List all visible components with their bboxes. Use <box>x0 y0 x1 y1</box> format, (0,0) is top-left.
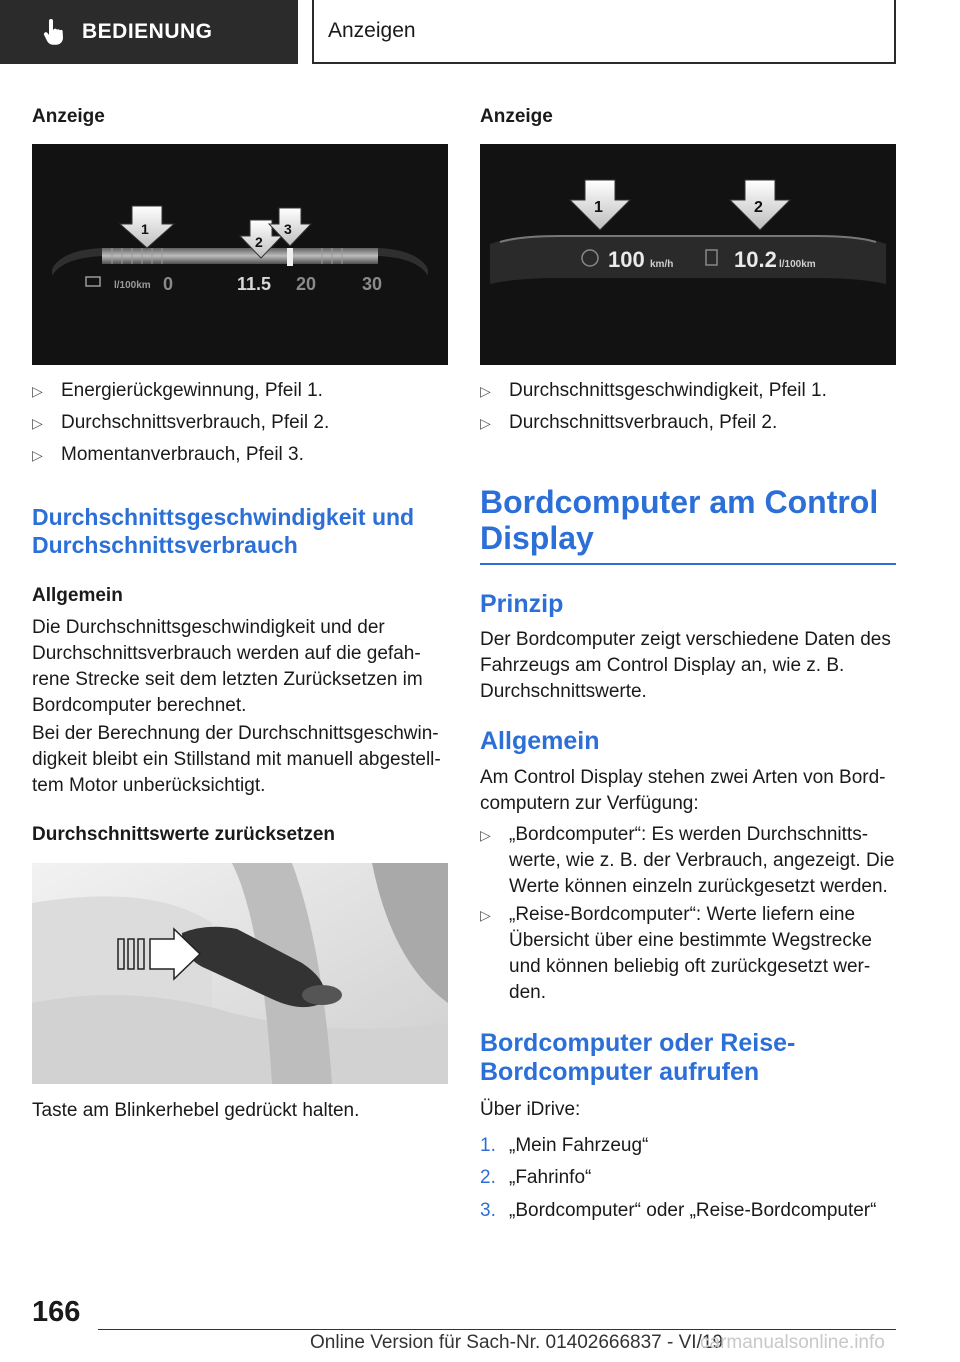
image-caption: Taste am Blinkerhebel gedrückt halten. <box>32 1100 360 1121</box>
svg-text:3: 3 <box>284 221 292 237</box>
avg-consumption-value: 10.2 <box>734 247 777 272</box>
chapter-header <box>312 0 896 64</box>
main-heading: Bordcomputer am Control Display <box>480 484 879 556</box>
triangle-bullet-icon: ▷ <box>480 827 491 843</box>
turn-signal-lever-image <box>32 863 448 1084</box>
page-number: 166 <box>32 1296 81 1328</box>
speed-display-image <box>480 144 896 365</box>
footer-text: Online Version für Sach-Nr. 01402666837 - VI/19 <box>310 1332 723 1353</box>
paragraph-1: Die Durchschnittsgeschwindigkeit und der Durchschnittsverbrauch werden auf die gefah-rene Strecke seit dem letzten Zurücksetzen im Bordcomputer berechnet. <box>32 617 423 716</box>
section-heading-left: Durchschnittsgeschwindigkeit und Durchschnittsverbrauch <box>32 504 415 558</box>
step-2: 2. „Fahrinfo“ <box>480 1165 898 1191</box>
triangle-bullet-icon: ▷ <box>480 907 491 923</box>
svg-text:1: 1 <box>594 199 603 216</box>
footer-divider <box>98 1329 896 1330</box>
svg-text:2: 2 <box>754 199 763 216</box>
triangle-bullet-icon: ▷ <box>32 415 43 431</box>
anzeige-label-left: Anzeige <box>32 106 105 127</box>
consumption-display-image <box>32 144 448 365</box>
speed-unit: km/h <box>650 259 674 270</box>
chapter-title: Anzeigen <box>328 19 416 42</box>
bullet-item-right-2: ▷ Durchschnittsverbrauch, Pfeil 2. <box>480 410 896 436</box>
computer-type-bullet-2: ▷ „Reise-Bordcomputer“: Werte liefern eine Übersicht über eine bestimmte Wegstrecke und können beliebig oft zurückgesetzt wer-den. <box>480 904 872 1003</box>
unit-label: l/100km <box>114 280 151 291</box>
step-3: 3. „Bordcomputer“ oder „Reise-Bordcomputer“ <box>480 1198 898 1224</box>
allgemein-title: Allgemein <box>480 727 600 755</box>
svg-text:2: 2 <box>255 234 263 250</box>
allgemein-text: Am Control Display stehen zwei Arten von Bord-computern zur Verfügung: <box>480 767 886 814</box>
step-number: 3. <box>480 1200 496 1221</box>
watermark: carmanualsonline.info <box>700 1332 885 1353</box>
avg-speed-value: 100 <box>608 247 645 272</box>
step-number: 2. <box>480 1167 496 1188</box>
bullet-item-1: ▷ Energierückgewinnung, Pfeil 1. <box>32 378 448 404</box>
prinzip-title: Prinzip <box>480 590 564 618</box>
consumption-unit: l/100km <box>779 259 816 270</box>
section-tab <box>0 0 298 64</box>
bullet-item-right-1: ▷ Durchschnittsgeschwindigkeit, Pfeil 1. <box>480 378 896 404</box>
paragraph-2: Bei der Berechnung der Durchschnittsgeschwin-digkeit bleibt ein Stillstand mit manuell abgestell-tem Motor unberücksichtigt. <box>32 723 441 796</box>
scale-label-0: 0 <box>163 274 174 294</box>
scale-label-30: 30 <box>362 274 383 294</box>
scale-label-avg: 11.5 <box>237 274 272 294</box>
computer-type-bullet-1: ▷ „Bordcomputer“: Es werden Durchschnitts-werte, wie z. B. der Verbrauch, angezeigt. Die Werte können einzeln zurückgesetzt werden. <box>480 824 895 897</box>
aufrufen-title: Bordcomputer oder Reise-Bordcomputer aufrufen <box>480 1029 796 1086</box>
section-title: BEDIENUNG <box>82 20 213 43</box>
idrive-label: Über iDrive: <box>480 1099 581 1120</box>
step-number: 1. <box>480 1135 496 1156</box>
anzeige-label-right: Anzeige <box>480 106 553 127</box>
reset-label: Durchschnittswerte zurücksetzen <box>32 824 336 845</box>
triangle-bullet-icon: ▷ <box>480 383 491 399</box>
bullet-item-3: ▷ Momentanverbrauch, Pfeil 3. <box>32 442 448 468</box>
bullet-item-2: ▷ Durchschnittsverbrauch, Pfeil 2. <box>32 410 448 436</box>
prinzip-text: Der Bordcomputer zeigt verschiedene Daten des Fahrzeugs am Control Display an, wie z. B. Durchschnittswerte. <box>480 629 891 702</box>
step-1: 1. „Mein Fahrzeug“ <box>480 1133 898 1159</box>
allgemein-label-left: Allgemein <box>32 585 123 606</box>
svg-text:1: 1 <box>141 221 149 237</box>
triangle-bullet-icon: ▷ <box>480 415 491 431</box>
triangle-bullet-icon: ▷ <box>32 447 43 463</box>
scale-label-20: 20 <box>296 274 317 294</box>
triangle-bullet-icon: ▷ <box>32 383 43 399</box>
heading-divider <box>480 563 896 565</box>
hand-icon <box>38 17 68 47</box>
